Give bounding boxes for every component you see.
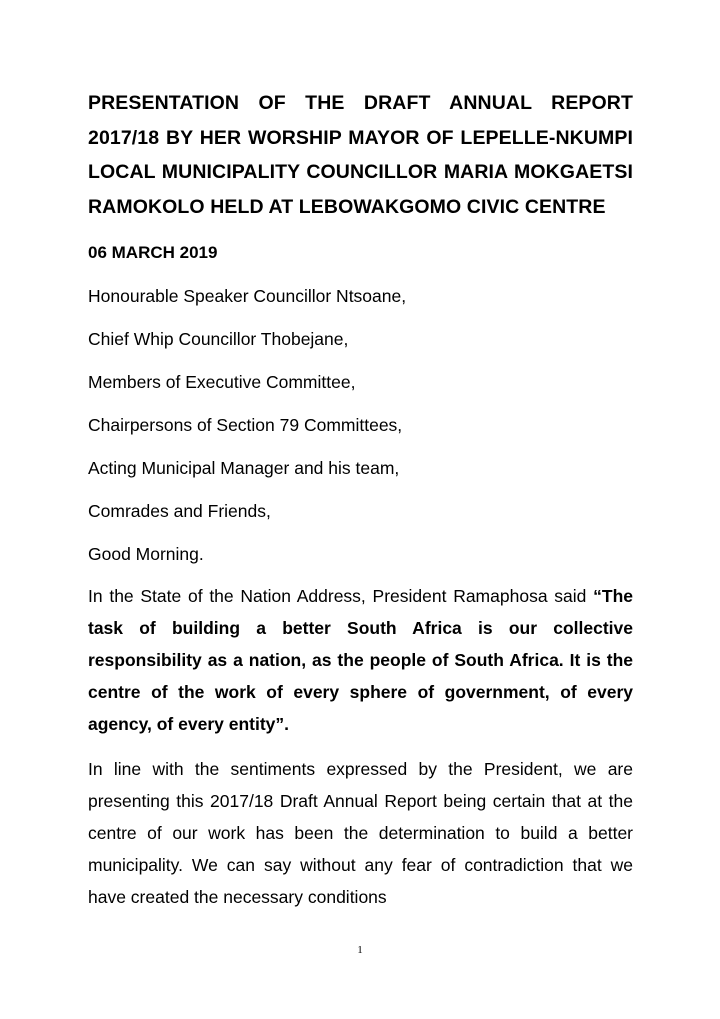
greeting: Good Morning. [88,544,204,564]
page-number: 1 [357,944,363,956]
president-quote: “The task of building a better South Africa is our collective responsibility as a nation, as the people of South Africa. It is the centre of the work of every sphere of government, of every agency, of every entity”. [88,586,633,734]
salutation-executive-committee: Members of Executive Committee, [88,372,356,392]
paragraph-sona-intro: In the State of the Nation Address, President Ramaphosa said [88,586,594,606]
salutation-comrades: Comrades and Friends, [88,501,271,521]
document-title: PRESENTATION OF THE DRAFT ANNUAL REPORT 2017/18 BY HER WORSHIP MAYOR OF LEPELLE-NKUMPI LOCAL MUNICIPALITY COUNCILLOR MARIA MOKGAETSI RAMOKOLO HELD AT LEBOWAKGOMO CIVIC CENTRE [88,92,633,218]
salutation-chairpersons: Chairpersons of Section 79 Committees, [88,415,403,435]
paragraph-sona [88,580,633,740]
paragraph-draft-report: In line with the sentiments expressed by the President, we are presenting this 2017/18 Draft Annual Report being certain that at the centre of our work has been the determination to build a better municipality. We can say without any fear of contradiction that we have created the necessary conditions [88,759,633,907]
document-page [88,86,633,913]
salutation-chief-whip: Chief Whip Councillor Thobejane, [88,329,349,349]
document-date: 06 MARCH 2019 [88,243,218,262]
salutation-municipal-manager: Acting Municipal Manager and his team, [88,458,400,478]
salutation-speaker: Honourable Speaker Councillor Ntsoane, [88,286,407,306]
